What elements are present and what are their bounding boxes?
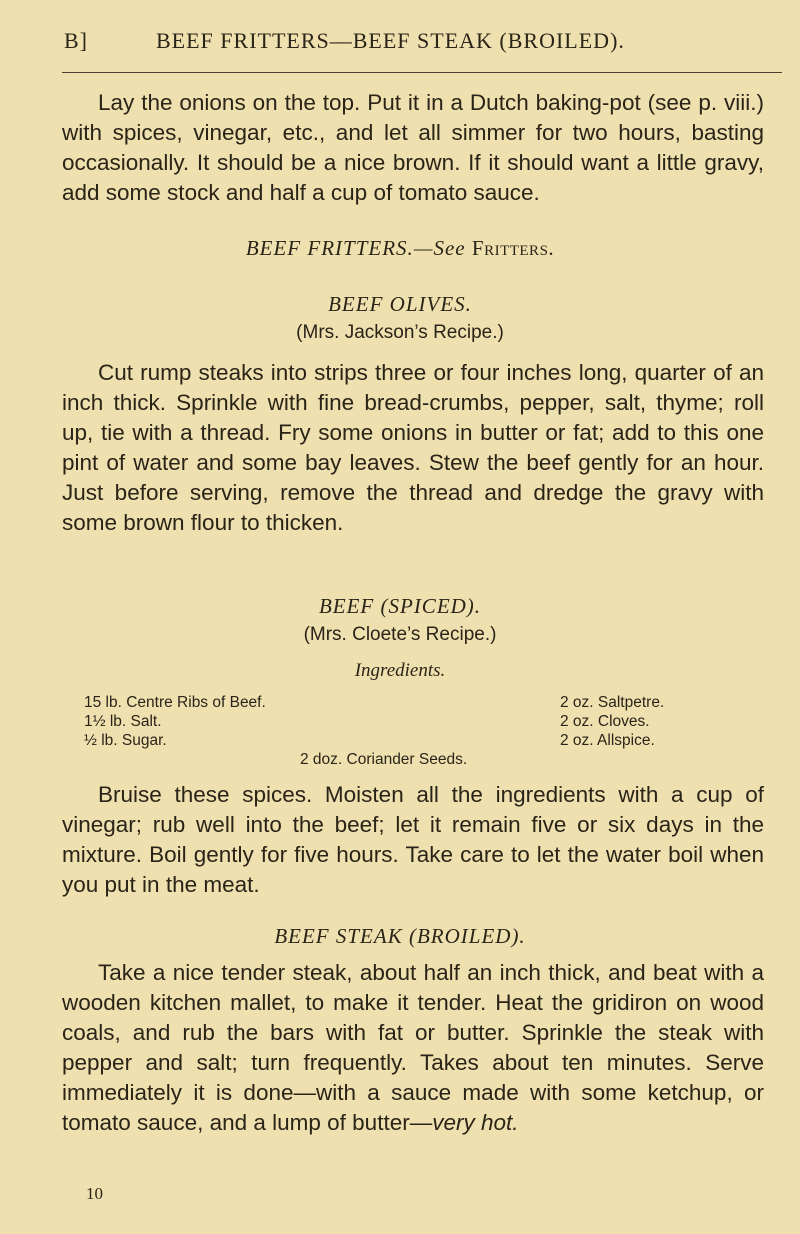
ingredient-left-3: ½ lb. Sugar. bbox=[84, 732, 167, 749]
ingredients-label: Ingredients. bbox=[354, 660, 446, 681]
running-head bbox=[64, 28, 784, 54]
olives-source: (Mrs. Jackson’s Recipe.) bbox=[296, 322, 504, 343]
steak-emphasis: very hot. bbox=[432, 1110, 519, 1135]
header-rule bbox=[62, 72, 782, 73]
spiced-title: BEEF (SPICED). bbox=[318, 594, 482, 618]
ingredient-left-1: 15 lb. Centre Ribs of Beef. bbox=[84, 694, 266, 711]
page-number: 10 bbox=[86, 1184, 103, 1203]
ingredient-left-2: 1½ lb. Salt. bbox=[84, 713, 162, 730]
section-marker: B] bbox=[64, 28, 88, 53]
spiced-source: (Mrs. Cloete’s Recipe.) bbox=[303, 624, 497, 645]
intro-paragraph: Lay the onions on the top. Put it in a Dutch baking-pot (see p. viii.) with spices, vinegar, etc., and let all simmer for two hours, basting occasionally. It should be a nice brown. If it should want a little gravy, add some stock and half a cup of tomato sauce. bbox=[62, 90, 764, 205]
ingredient-bottom: 2 doz. Coriander Seeds. bbox=[300, 751, 468, 768]
spiced-paragraph: Bruise these spices. Moisten all the ingredients with a cup of vinegar; rub well into the beef; let it remain five or six days in the mixture. Boil gently for five hours. Take care to let the water boil when you put in the meat. bbox=[62, 782, 764, 897]
fritters-see: —See bbox=[413, 236, 466, 260]
olives-paragraph: Cut rump steaks into strips three or four inches long, quarter of an inch thick. Sprinkle with fine bread-crumbs, pepper, salt, thyme; roll up, tie with a thread. Fry some onions in butter or fat; add to this one pint of water and some bay leaves. Stew the beef gently for an hour. Just before serving, remove the thread and dredge the gravy with some brown flour to thicken. bbox=[62, 360, 764, 535]
ingredient-right-3: 2 oz. Allspice. bbox=[560, 732, 655, 749]
running-head-title: BEEF FRITTERS—BEEF STEAK (BROILED). bbox=[156, 28, 625, 53]
steak-title: BEEF STEAK (BROILED). bbox=[274, 924, 526, 948]
ingredient-right-2: 2 oz. Cloves. bbox=[560, 713, 650, 730]
fritters-heading bbox=[0, 236, 800, 261]
ingredient-right-1: 2 oz. Saltpetre. bbox=[560, 694, 665, 711]
fritters-title: BEEF FRITTERS. bbox=[245, 236, 414, 260]
steak-text: Take a nice tender steak, about half an inch thick, and beat with a wooden kitchen mallet, to make it tender. Heat the gridiron on wood coals, and rub the bars with fat or butter. Sprinkle the steak with pepper and salt; turn frequently. Takes about ten minutes. Serve immediately it is done—with a sauce made with some ketchup, or tomato sauce, and a lump of butter— bbox=[62, 960, 764, 1135]
steak-paragraph bbox=[62, 958, 764, 1138]
olives-title: BEEF OLIVES. bbox=[328, 292, 472, 316]
fritters-ref: Fritters. bbox=[471, 236, 555, 260]
